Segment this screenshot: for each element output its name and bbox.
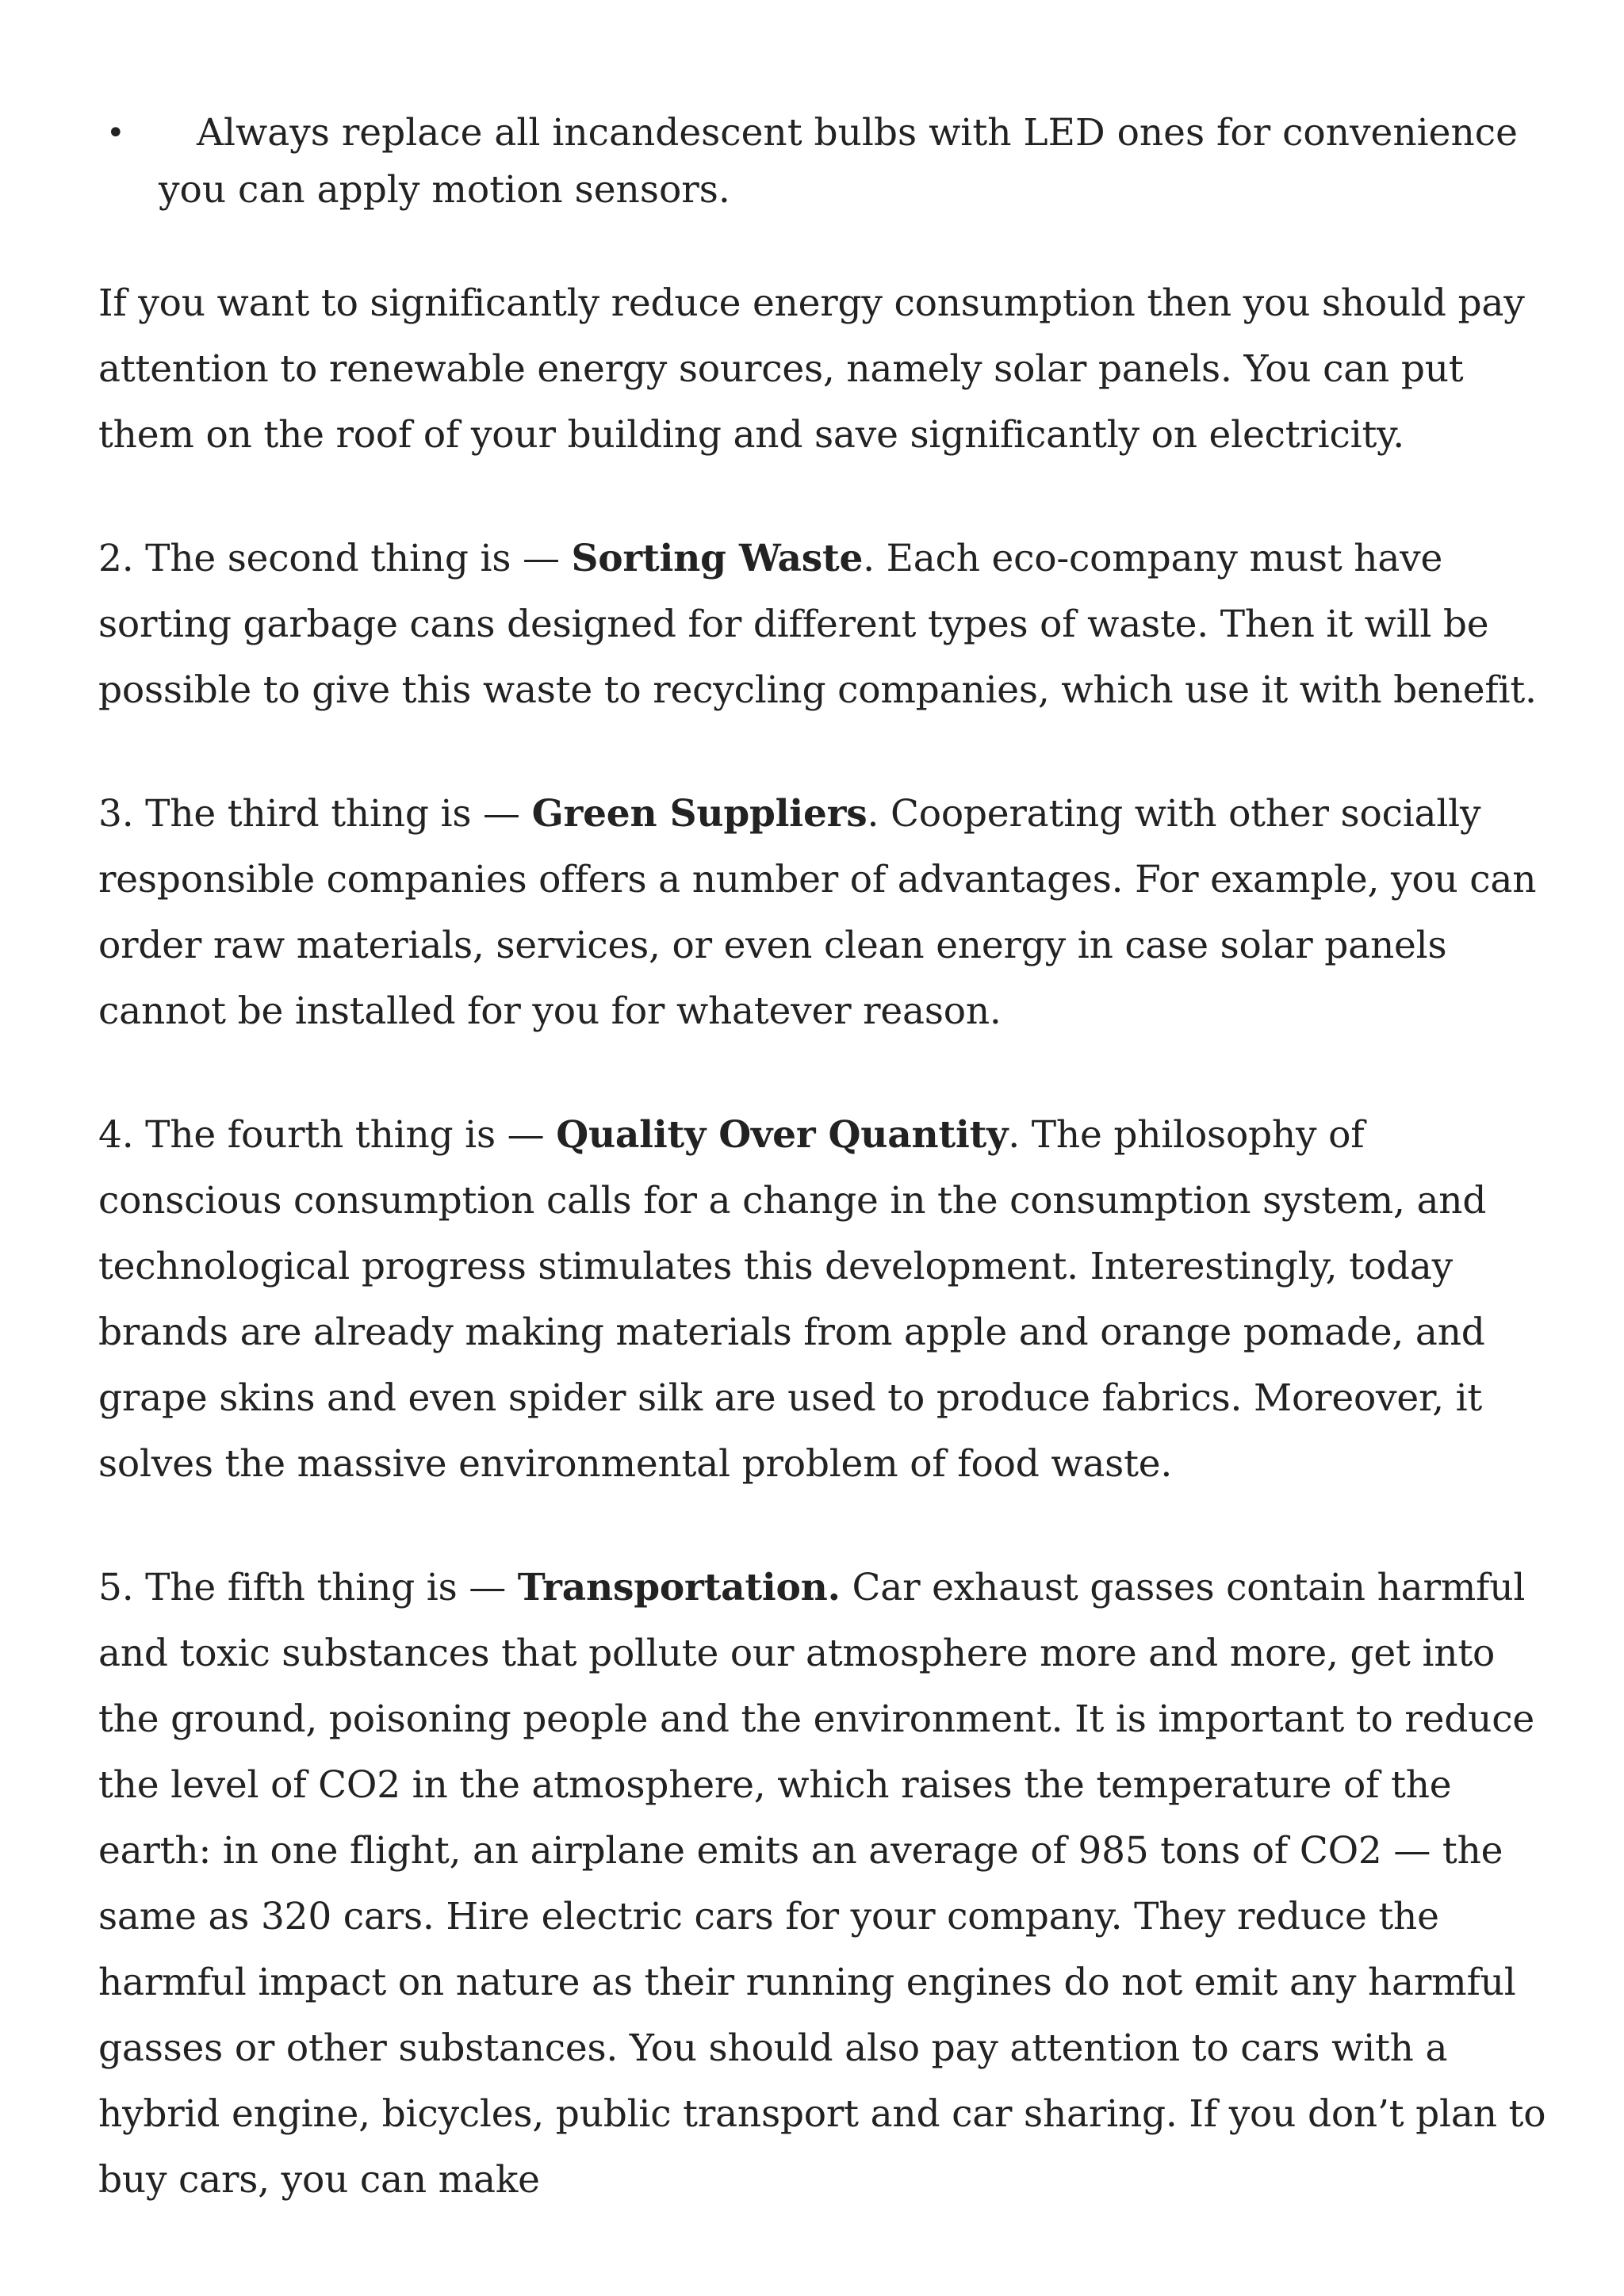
paragraph-prefix: 4. The fourth thing is — [98,1113,557,1157]
bullet-list-item [98,105,1549,219]
bullet-dot-icon: • [106,115,125,151]
paragraph-text: . Cooperating with other socially responsible companies offers a number of advantages. For example, you can order raw materials, services, or even clean energy in case solar panels cannot be installed for you for whatever reason. [98,792,1537,1033]
paragraph-prefix: 3. The third thing is — [98,792,532,836]
paragraph-text: . The philosophy of conscious consumption calls for a change in the consumption system, and technological progress stimulates this development. Interestingly, today brands are already making materials from apple and orange pomade, and grape skins and even spider silk are used to produce fabrics. Moreover, it solves the massive environmental problem of food waste. [98,1113,1487,1486]
paragraph-text: If you want to significantly reduce energy consumption then you should pay attention to renewable energy sources, namely solar panels. You can put them on the roof of your building and save significantly on electricity. [98,281,1525,457]
paragraph-heading-bold: Green Suppliers [531,792,868,836]
bullet-text: Always replace all incandescent bulbs with LED ones for convenience you can apply motion sensors. [159,111,1518,212]
paragraph-prefix: 5. The fifth thing is — [98,1566,518,1609]
paragraph-text: Car exhaust gasses contain harmful and toxic substances that pollute our atmosphere more and more, get into the ground, poisoning people and the environment. It is important to reduce the level of CO2 in the atmosphere, which raises the temperature of the earth: in one flight, an airplane emits an average of 985 tons of CO2 — the same as 320 cars. Hire electric cars for your company. They reduce the harmful impact on nature as their running engines do not emit any harmful gasses or other substances. You should also pay attention to cars with a hybrid engine, bicycles, public transport and car sharing. If you don’t plan to buy cars, you can make [98,1566,1546,2202]
paragraph-quality-over-quantity [98,1102,1549,1497]
paragraph-text: . Each eco-company must have sorting garbage cans designed for different types of waste. Then it will be possible to give this waste to recycling companies, which use it with benefit. [98,537,1537,712]
paragraph-prefix: 2. The second thing is — [98,537,572,580]
paragraph-heading-bold: Transportation. [517,1566,841,1609]
paragraph-heading-bold: Quality Over Quantity [556,1113,1009,1157]
paragraph-sorting-waste [98,526,1549,723]
paragraph-transportation [98,1555,1549,2213]
paragraph-heading-bold: Sorting Waste [571,537,864,580]
article-body [98,105,1549,2213]
paragraph-green-suppliers [98,781,1549,1044]
paragraph-renewable-energy [98,270,1549,468]
